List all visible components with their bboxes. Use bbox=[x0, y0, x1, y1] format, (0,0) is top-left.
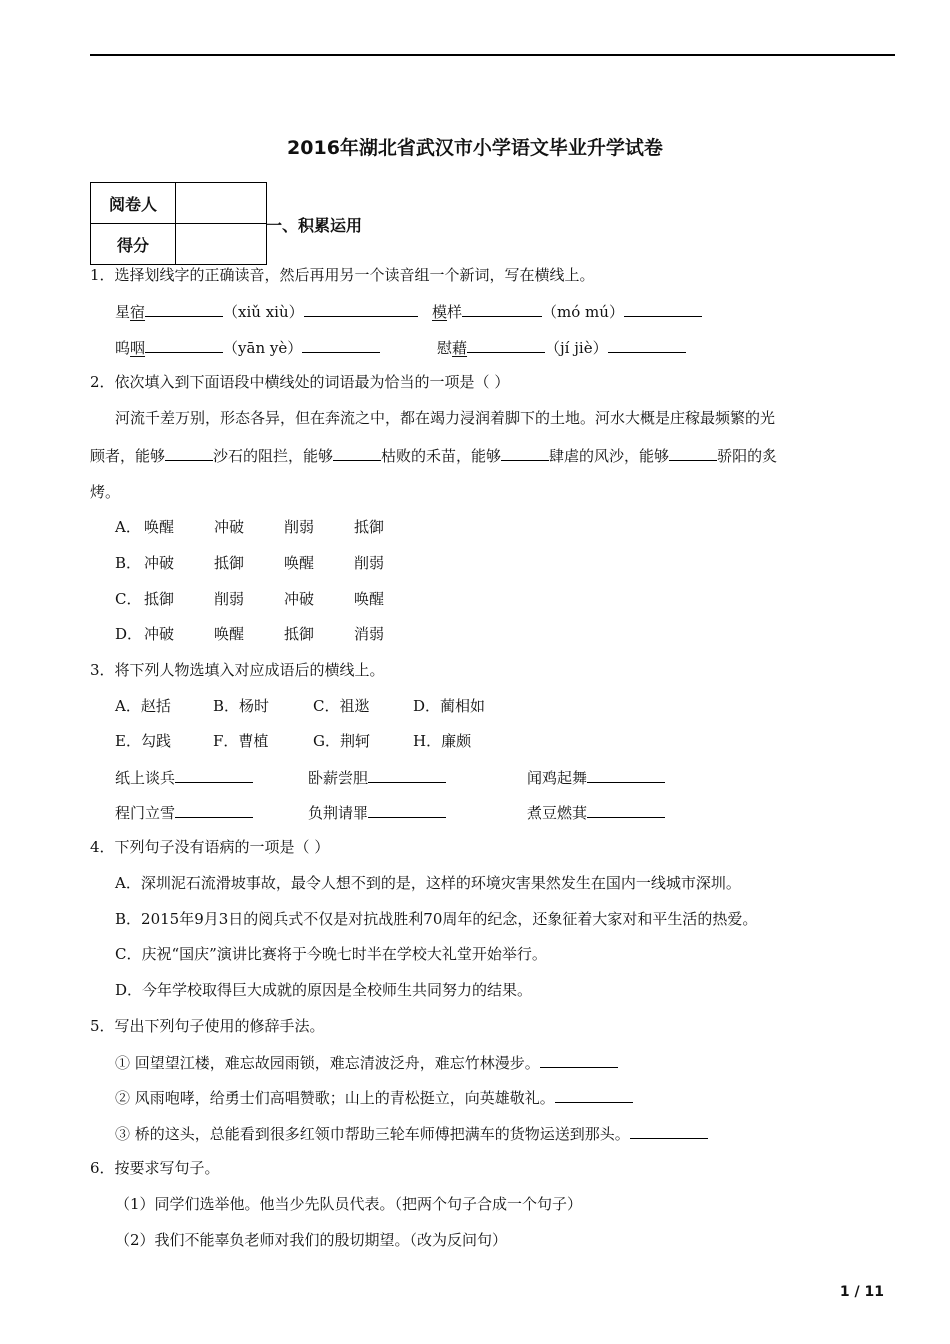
q3-idiom-item bbox=[527, 802, 665, 823]
answer-blank[interactable] bbox=[145, 301, 223, 317]
option-word: 唤醒 bbox=[354, 590, 385, 608]
q6-stem: 6．按要求写句子。 bbox=[90, 1159, 220, 1177]
answer-blank[interactable] bbox=[302, 337, 380, 353]
answer-blank[interactable] bbox=[587, 767, 665, 783]
option-label: D． bbox=[115, 625, 143, 643]
option-word: 削弱 bbox=[284, 518, 315, 536]
q2-text: 顾者，能够 bbox=[90, 447, 166, 465]
q4-option-a[interactable]: A．深圳泥石流滑坡事故，最令人想不到的是，这样的环境灾害果然发生在国内一线城市深圳。 bbox=[115, 874, 741, 892]
answer-blank[interactable] bbox=[624, 301, 702, 317]
page-title: 2016年湖北省武汉市小学语文毕业升学试卷 bbox=[287, 137, 663, 159]
q5-text: ① 回望望江楼，难忘故园雨锁，难忘清波泛舟，难忘竹林漫步。 bbox=[115, 1054, 540, 1072]
option-word: 冲破 bbox=[284, 590, 315, 608]
option-label: C． bbox=[115, 590, 142, 608]
answer-blank[interactable] bbox=[587, 802, 665, 818]
q1-pinyin: （yān yè） bbox=[223, 339, 303, 357]
q3-person: B．杨时 bbox=[213, 697, 270, 715]
answer-blank[interactable] bbox=[145, 337, 223, 353]
q3-idiom: 纸上谈兵 bbox=[115, 769, 176, 787]
q1-underlined: 咽 bbox=[130, 339, 146, 357]
q4-option-b[interactable]: B．2015年9月3日的阅兵式不仅是对抗战胜利70周年的纪念，还象征着大家对和平生活的热爱。 bbox=[115, 910, 758, 928]
q1-underlined: 宿 bbox=[130, 303, 146, 321]
q3-idiom: 闻鸡起舞 bbox=[527, 769, 588, 787]
option-word: 冲破 bbox=[214, 518, 245, 536]
q2-passage-line1: 河流千差万别，形态各异，但在奔流之中，都在竭力浸润着脚下的土地。河水大概是庄稼最频繁的光 bbox=[115, 409, 776, 427]
q2-text: 沙石的阻拦，能够 bbox=[213, 447, 334, 465]
q3-idiom-item bbox=[527, 767, 665, 788]
answer-blank[interactable] bbox=[467, 337, 545, 353]
answer-blank[interactable] bbox=[501, 445, 549, 461]
option-label: B． bbox=[115, 554, 142, 572]
option-word: 削弱 bbox=[354, 554, 385, 572]
q1-word: 样 bbox=[447, 303, 463, 321]
option-word: 唤醒 bbox=[284, 554, 315, 572]
q1-row2 bbox=[115, 337, 380, 358]
score-table bbox=[90, 182, 267, 265]
q2-passage-line2 bbox=[90, 445, 777, 466]
q3-idiom: 卧薪尝胆 bbox=[308, 769, 369, 787]
q1-row1 bbox=[115, 301, 418, 322]
q3-idiom-item bbox=[308, 802, 446, 823]
q2-passage-line3: 烤。 bbox=[90, 483, 121, 501]
answer-blank[interactable] bbox=[669, 445, 717, 461]
answer-blank[interactable] bbox=[608, 337, 686, 353]
q1-underlined: 藉 bbox=[452, 339, 468, 357]
q1-word: 星 bbox=[115, 303, 131, 321]
header-rule bbox=[90, 54, 895, 56]
option-word: 抵御 bbox=[144, 590, 175, 608]
option-word: 唤醒 bbox=[144, 518, 175, 536]
q3-idiom: 煮豆燃萁 bbox=[527, 804, 588, 822]
grader-label: 阅卷人 bbox=[91, 183, 176, 224]
q5-sentence-3 bbox=[115, 1123, 708, 1144]
q4-option-c[interactable]: C．庆祝“国庆”演讲比赛将于今晚七时半在学校大礼堂开始举行。 bbox=[115, 945, 547, 963]
score-label: 得分 bbox=[91, 224, 176, 265]
answer-blank[interactable] bbox=[368, 802, 446, 818]
option-label: A． bbox=[115, 518, 141, 536]
q2-text: 骄阳的炙 bbox=[717, 447, 778, 465]
option-word: 冲破 bbox=[144, 554, 175, 572]
answer-blank[interactable] bbox=[368, 767, 446, 783]
score-field[interactable] bbox=[176, 224, 267, 265]
q4-stem: 4．下列句子没有语病的一项是（ ） bbox=[90, 838, 330, 856]
q5-sentence-1 bbox=[115, 1052, 618, 1073]
answer-blank[interactable] bbox=[165, 445, 213, 461]
answer-blank[interactable] bbox=[555, 1087, 633, 1103]
q2-stem: 2．依次填入到下面语段中横线处的词语最为恰当的一项是（ ） bbox=[90, 373, 510, 391]
answer-blank[interactable] bbox=[175, 802, 253, 818]
q3-idiom-item bbox=[115, 802, 253, 823]
q5-stem: 5．写出下列句子使用的修辞手法。 bbox=[90, 1017, 325, 1035]
q2-text: 肆虐的风沙，能够 bbox=[549, 447, 670, 465]
q3-person: E．勾践 bbox=[115, 732, 171, 750]
option-word: 削弱 bbox=[214, 590, 245, 608]
q1-pinyin: （jí jiè） bbox=[545, 339, 608, 357]
q1-word: 慰 bbox=[437, 339, 453, 357]
answer-blank[interactable] bbox=[540, 1052, 618, 1068]
answer-blank[interactable] bbox=[462, 301, 542, 317]
q1-pinyin: （xiǔ xiù） bbox=[223, 303, 304, 321]
answer-blank[interactable] bbox=[333, 445, 381, 461]
page-number: 1 / 11 bbox=[839, 1284, 884, 1300]
q5-sentence-2 bbox=[115, 1087, 633, 1108]
q2-text: 枯败的禾苗，能够 bbox=[381, 447, 502, 465]
q5-text: ③ 桥的这头，总能看到很多红领巾帮助三轮车师傅把满车的货物运送到那头。 bbox=[115, 1125, 630, 1143]
option-word: 抵御 bbox=[354, 518, 385, 536]
q3-idiom: 程门立雪 bbox=[115, 804, 176, 822]
q1-row1b bbox=[432, 301, 702, 322]
answer-blank[interactable] bbox=[304, 301, 418, 317]
q3-stem: 3．将下列人物选填入对应成语后的横线上。 bbox=[90, 661, 385, 679]
option-word: 唤醒 bbox=[214, 625, 245, 643]
option-word: 抵御 bbox=[214, 554, 245, 572]
q5-text: ② 风雨咆哮，给勇士们高唱赞歌；山上的青松挺立，向英雄敬礼。 bbox=[115, 1089, 555, 1107]
q3-person: H．廉颇 bbox=[413, 732, 472, 750]
q1-word: 呜 bbox=[115, 339, 131, 357]
q3-idiom-item bbox=[308, 767, 446, 788]
q1-row2b bbox=[437, 337, 686, 358]
q3-person: D．蔺相如 bbox=[413, 697, 486, 715]
q6-item-1: （1）同学们选举他。他当少先队员代表。（把两个句子合成一个句子） bbox=[115, 1195, 583, 1213]
option-word: 冲破 bbox=[144, 625, 175, 643]
section-heading: 一、积累运用 bbox=[266, 216, 363, 235]
q3-person: F．曹植 bbox=[213, 732, 269, 750]
grader-field[interactable] bbox=[176, 183, 267, 224]
answer-blank[interactable] bbox=[630, 1123, 708, 1139]
q3-person: A．赵括 bbox=[115, 697, 171, 715]
q3-person: G．荆轲 bbox=[313, 732, 370, 750]
q3-idiom: 负荆请罪 bbox=[308, 804, 369, 822]
option-word: 消弱 bbox=[354, 625, 385, 643]
q3-person: C．祖逖 bbox=[313, 697, 370, 715]
q1-underlined: 模 bbox=[432, 303, 448, 321]
q6-item-2: （2）我们不能辜负老师对我们的殷切期望。（改为反问句） bbox=[115, 1231, 508, 1249]
q1-stem: 1．选择划线字的正确读音，然后再用另一个读音组一个新词，写在横线上。 bbox=[90, 266, 595, 284]
q4-option-d[interactable]: D．今年学校取得巨大成就的原因是全校师生共同努力的结果。 bbox=[115, 981, 533, 999]
q1-pinyin: （mó mú） bbox=[542, 303, 624, 321]
q3-idiom-item bbox=[115, 767, 253, 788]
option-word: 抵御 bbox=[284, 625, 315, 643]
answer-blank[interactable] bbox=[175, 767, 253, 783]
